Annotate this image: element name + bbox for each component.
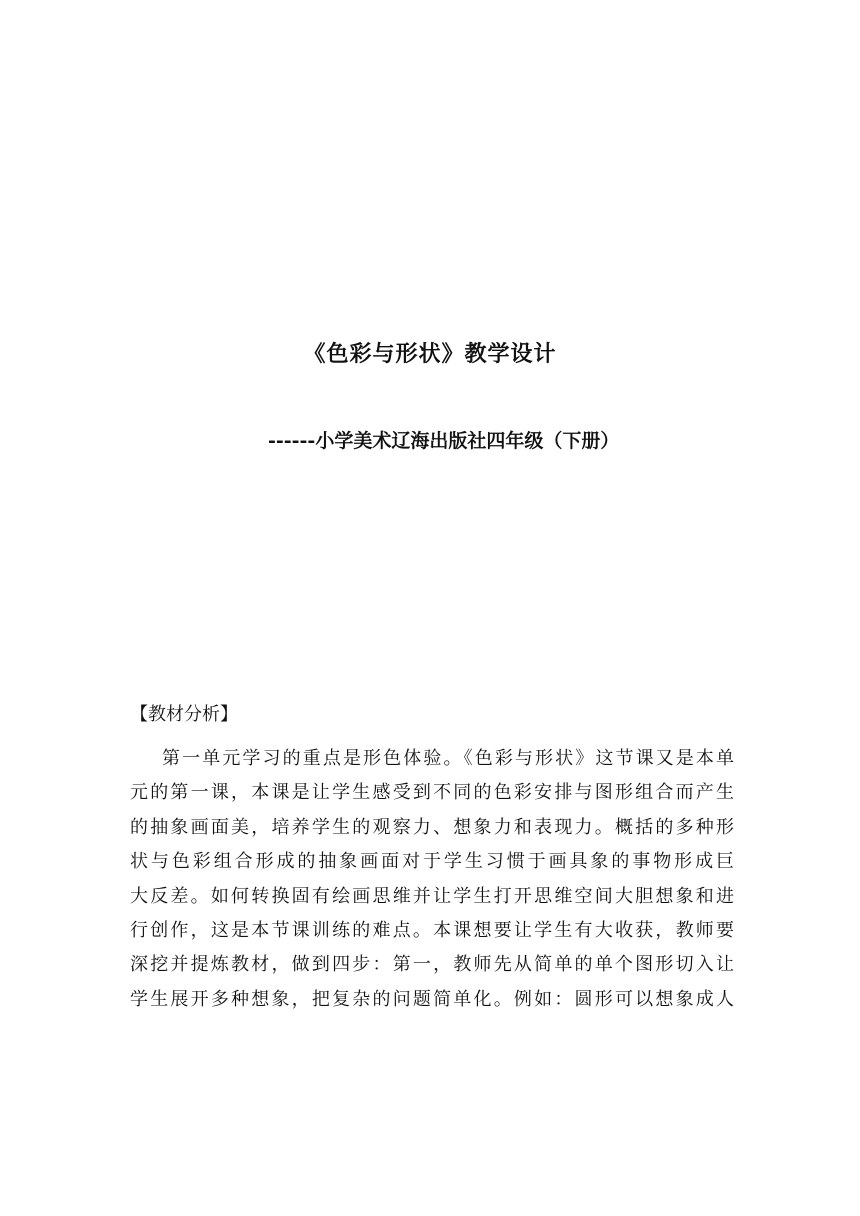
document-subtitle: ------小学美术辽海出版社四年级（下册） xyxy=(268,430,620,452)
paragraph-line: 深挖并提炼教材，做到四步：第一，教师先从简单的单个图形切入让 xyxy=(130,954,734,976)
document-title: 《色彩与形状》教学设计 xyxy=(303,341,557,367)
paragraph-line: 行创作，这是本节课训练的难点。本课想要让学生有大收获，教师要 xyxy=(130,919,734,941)
paragraph-line: 第一单元学习的重点是形色体验。《色彩与形状》这节课又是本单 xyxy=(162,748,734,769)
paragraph-line: 的抽象画面美，培养学生的观察力、想象力和表现力。概括的多种形 xyxy=(130,816,734,838)
paragraph-line: 状与色彩组合形成的抽象画面对于学生习惯于画具象的事物形成巨 xyxy=(130,851,734,873)
section-heading-textbook-analysis: 【教材分析】 xyxy=(130,704,238,725)
body-paragraph xyxy=(130,742,734,1017)
paragraph-line: 元的第一课，本课是让学生感受到不同的色彩安排与图形组合而产生 xyxy=(130,782,734,804)
paragraph-line: 大反差。如何转换固有绘画思维并让学生打开思维空间大胆想象和进 xyxy=(130,885,734,907)
paragraph-line: 学生展开多种想象，把复杂的问题简单化。例如：圆形可以想象成人 xyxy=(130,988,734,1010)
